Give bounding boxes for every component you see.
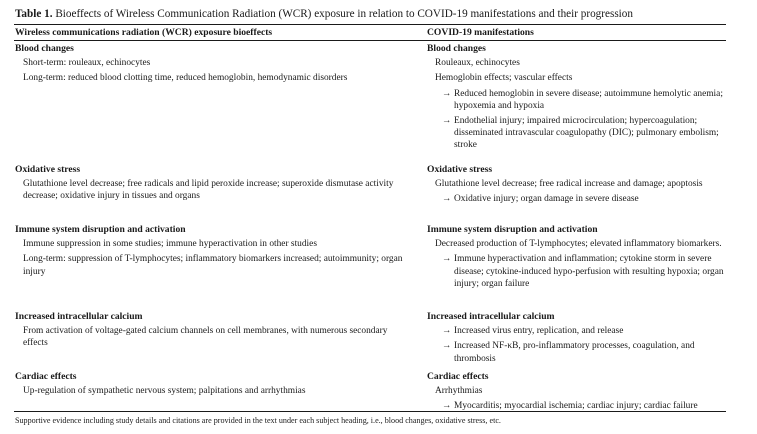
right-arrow-icon: → [442,254,452,265]
left-section-blood [15,43,410,88]
left-section-cardiac [15,371,410,400]
left-immune-item: Immune suppression in some studies; immune hyperactivation in other studies [23,239,317,250]
right-cardiac-item: Arrhythmias [435,386,483,397]
right-oxidative-progression-text: Oxidative injury; organ damage in severe disease [454,194,639,205]
right-calcium-title: Increased intracellular calcium [427,311,555,322]
right-immune-progression [435,253,727,290]
right-section-blood [427,43,727,155]
right-calcium-progression [435,325,727,337]
table-label: Table 1. [15,8,53,20]
right-oxidative-title: Oxidative stress [427,164,493,175]
left-calcium-item: From activation of voltage-gated calcium channels on cell membranes, with numerous secondary effects [23,326,388,349]
right-immune-title: Immune system disruption and activation [427,224,598,235]
right-arrow-icon: → [442,88,452,99]
bottom-rule [14,411,726,412]
right-calcium-progression-text: Increased virus entry, replication, and release [454,326,624,337]
header-wcr-bioeffects: Wireless communications radiation (WCR) exposure bioeffects [15,27,273,38]
right-section-cardiac [427,371,727,416]
left-section-calcium [15,311,410,353]
right-arrow-icon: → [442,116,452,127]
right-section-immune [427,224,727,293]
right-section-calcium [427,311,727,368]
right-calcium-progression-text: Increased NF-κB, pro-inflammatory processes, coagulation, and thrombosis [454,341,695,364]
right-section-oxidative [427,164,727,209]
right-blood-progression [435,115,727,152]
right-oxidative-item: Glutathione level decrease; free radical increase and damage; apoptosis [435,179,703,190]
left-immune-title: Immune system disruption and activation [15,224,186,235]
right-arrow-icon: → [442,194,452,205]
right-arrow-icon: → [442,401,452,412]
right-immune-item: Decreased production of T-lymphocytes; elevated inflammatory biomarkers. [435,239,722,250]
right-arrow-icon: → [442,326,452,337]
right-blood-progression-text: Reduced hemoglobin in severe disease; autoimmune hemolytic anemia; hypoxemia and hypoxia [454,88,723,111]
right-blood-progression-text: Endothelial injury; impaired microcirculation; hypercoagulation; disseminated intravascular coagulopathy (DIC); pulmonary embolism; stroke [454,116,719,151]
right-arrow-icon: → [442,341,452,352]
left-blood-title: Blood changes [15,43,74,54]
left-calcium-title: Increased intracellular calcium [15,311,143,322]
left-oxidative-title: Oxidative stress [15,164,81,175]
left-section-immune [15,224,410,281]
right-blood-item: Rouleaux, echinocytes [435,58,520,69]
left-cardiac-title: Cardiac effects [15,371,77,382]
left-blood-item: Long-term: reduced blood clotting time, reduced hemoglobin, hemodynamic disorders [23,73,348,84]
right-blood-title: Blood changes [427,43,486,54]
table-title: Bioeffects of Wireless Communication Radiation (WCR) exposure in relation to COVID-19 manifestations and their progression [52,8,633,20]
top-rule [14,24,726,25]
header-covid-manifestations: COVID-19 manifestations [427,27,534,38]
right-blood-progression [435,88,727,112]
header-rule [14,40,726,41]
table-footnote: Supportive evidence including study details and citations are provided in the text under each subject heading, i.e., blood changes, oxidative stress, etc. [15,416,501,425]
right-blood-item: Hemoglobin effects; vascular effects [435,73,573,84]
left-immune-item: Long-term: suppression of T-lymphocytes; inflammatory biomarkers increased; autoimmunity; organ injury [23,254,403,277]
right-cardiac-progression-text: Myocarditis; myocardial ischemia; cardiac injury; cardiac failure [454,401,698,412]
left-oxidative-item: Glutathione level decrease; free radicals and lipid peroxide increase; superoxide dismutase activity decrease; oxidative injury in tissues and organs [23,179,394,202]
left-blood-item: Short-term: rouleaux, echinocytes [23,58,151,69]
right-oxidative-progression [435,193,727,205]
right-calcium-progression [435,340,727,364]
left-cardiac-item: Up-regulation of sympathetic nervous system; palpitations and arrhythmias [23,386,306,397]
right-immune-progression-text: Immune hyperactivation and inflammation; cytokine storm in severe disease; cytokine-induced hypo-perfusion with resulting hypoxia; organ injury; organ failure [454,254,724,289]
right-cardiac-title: Cardiac effects [427,371,489,382]
table-caption [15,8,633,20]
left-section-oxidative [15,164,410,206]
